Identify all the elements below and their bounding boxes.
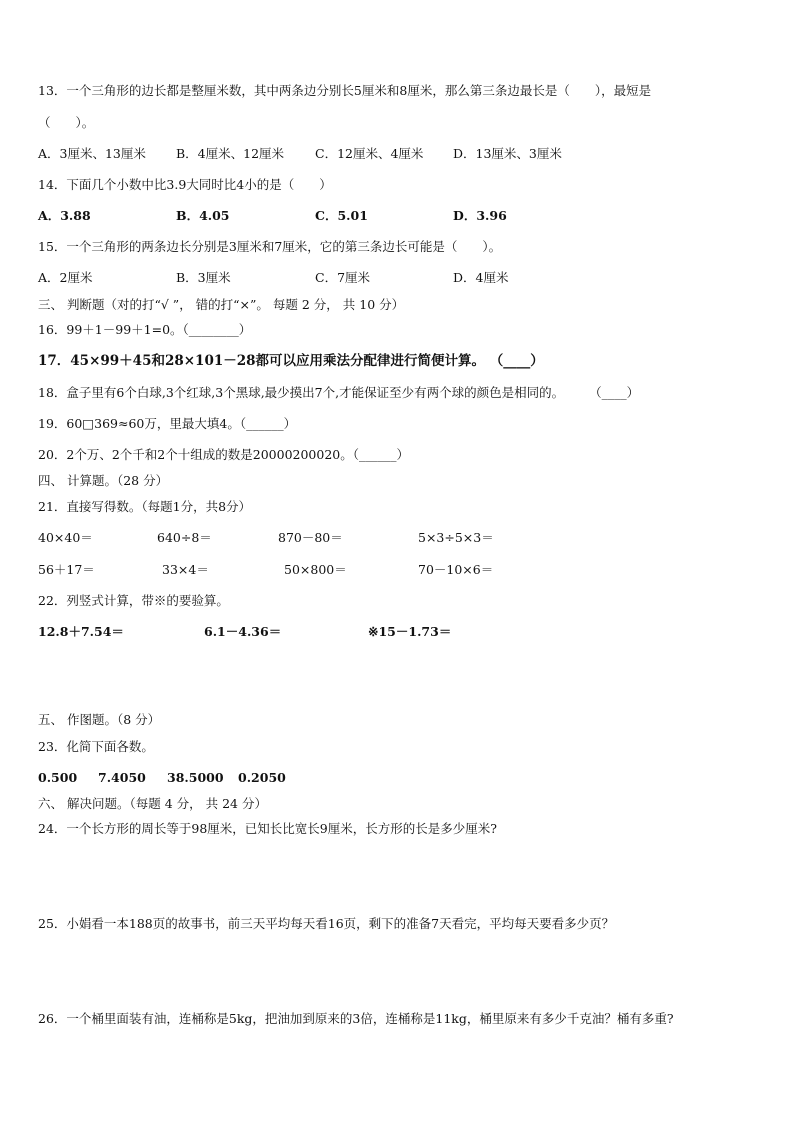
question-22-stem: 22．列竖式计算，带※的要验算。	[38, 593, 229, 608]
question-21-stem: 21．直接写得数。（每题1分，共8分）	[38, 499, 252, 514]
option-c: C．5.01	[315, 208, 368, 223]
question-18: 18．盒子里有6个白球,3个红球,3个黑球,最少摸出7个,才能保证至少有两个球的颜色是相同的。 （____）	[38, 385, 640, 400]
section-6-heading: 六、 解决问题。（每题 4 分， 共 24 分）	[38, 796, 267, 811]
calc-item: 5×3÷5×3＝	[418, 530, 494, 545]
calc-item: 70－10×6＝	[418, 562, 494, 577]
option-a: A．3厘米、13厘米	[38, 146, 146, 161]
calc-item: 50×800＝	[284, 562, 347, 577]
question-13-line-2: （ ）。	[38, 115, 95, 130]
section-3-heading: 三、 判断题（对的打“√ ”， 错的打“×”。 每题 2 分， 共 10 分）	[38, 297, 405, 312]
calc-item: 640÷8＝	[157, 530, 212, 545]
number-item: 7.4050	[98, 770, 146, 785]
number-item: 0.2050	[238, 770, 286, 785]
question-26: 26．一个桶里面装有油，连桶称是5kg，把油加到原来的3倍，连桶称是11kg，桶里原来有多少千克油？桶有多重?	[38, 1011, 674, 1026]
option-a: A．2厘米	[38, 270, 93, 285]
question-19: 19．60□369≈60万，里最大填4。（______）	[38, 416, 297, 431]
question-25: 25．小娟看一本188页的故事书，前三天平均每天看16页，剩下的准备7天看完，平均每天要看多少页？	[38, 916, 615, 931]
question-13-line-1: 13．一个三角形的边长都是整厘米数，其中两条边分别长5厘米和8厘米，那么第三条边最长是（ ），最短是	[38, 83, 652, 98]
question-17: 17．45×99＋45和28×101－28都可以应用乘法分配律进行简便计算。 （____）	[38, 353, 544, 369]
calc-item: ※15－1.73＝	[368, 624, 452, 639]
option-b: B．4.05	[176, 208, 230, 223]
question-23-stem: 23．化简下面各数。	[38, 739, 154, 754]
calc-item: 33×4＝	[162, 562, 209, 577]
option-c: C．7厘米	[315, 270, 371, 285]
question-20: 20．2个万、2个千和2个十组成的数是20000200020。（______）	[38, 447, 409, 462]
calc-item: 56＋17＝	[38, 562, 95, 577]
question-24: 24．一个长方形的周长等于98厘米，已知长比宽长9厘米，长方形的长是多少厘米?	[38, 821, 497, 836]
calc-item: 870－80＝	[278, 530, 343, 545]
section-4-heading: 四、 计算题。（28 分）	[38, 473, 169, 488]
option-b: B．3厘米	[176, 270, 231, 285]
option-d: D．13厘米、3厘米	[453, 146, 562, 161]
option-d: D．3.96	[453, 208, 507, 223]
option-c: C．12厘米、4厘米	[315, 146, 424, 161]
question-16: 16．99＋1－99＋1=0。（________）	[38, 322, 252, 337]
calc-item: 6.1－4.36＝	[204, 624, 282, 639]
section-5-heading: 五、 作图题。（8 分）	[38, 712, 161, 727]
question-15-stem: 15．一个三角形的两条边长分别是3厘米和7厘米，它的第三条边长可能是（ ）。	[38, 239, 502, 254]
question-14-stem: 14．下面几个小数中比3.9大同时比4小的是（ ）	[38, 177, 332, 192]
number-item: 0.500	[38, 770, 78, 785]
option-a: A．3.88	[38, 208, 91, 223]
option-b: B．4厘米、12厘米	[176, 146, 285, 161]
option-d: D．4厘米	[453, 270, 509, 285]
calc-item: 40×40＝	[38, 530, 93, 545]
calc-item: 12.8＋7.54＝	[38, 624, 124, 639]
number-item: 38.5000	[167, 770, 224, 785]
